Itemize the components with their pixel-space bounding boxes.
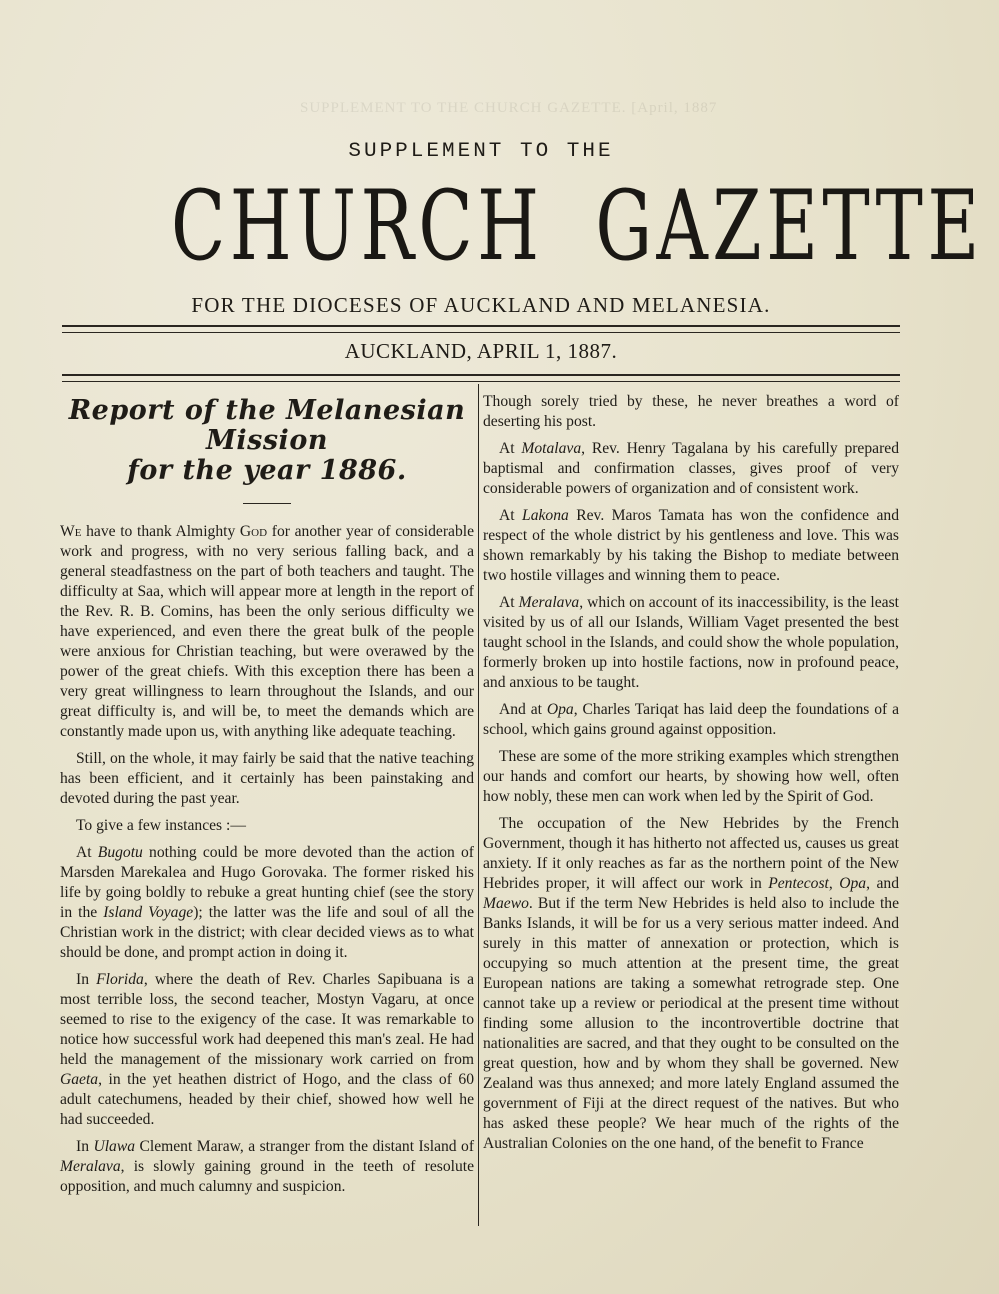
left-column: [60, 392, 474, 1204]
paragraph: Though sorely tried by these, he never breathes a word of deserting his post.: [483, 393, 899, 430]
title-word-church: CHURCH: [170, 170, 544, 282]
title-word-gazette: GAZETTE: [595, 170, 984, 282]
paragraph: Still, on the whole, it may fairly be said that the native teaching has been efficient, and it certainly has been painstaking and devoted during the past year.: [60, 750, 474, 807]
title-rule: [243, 503, 291, 504]
bleed-through-text: SUPPLEMENT TO THE CHURCH GAZETTE. [April, 1887: [300, 100, 718, 116]
right-column: [483, 392, 899, 1161]
dateline: AUCKLAND, APRIL 1, 1887.: [344, 339, 618, 363]
paragraph: At Lakona Rev. Maros Tamata has won the confidence and respect of the whole district by his gentleness and love. This was shown remarkably by his taking the Bishop to mediate between two hostile villages and winning them to peace.: [483, 507, 899, 584]
supplement-label: SUPPLEMENT TO THE: [348, 140, 614, 163]
article-title: Report of the Melanesian Mission for the year 1886.: [68, 395, 466, 486]
masthead-rule-bottom: [62, 374, 900, 382]
subtitle: FOR THE DIOCESES OF AUCKLAND AND MELANESIA.: [191, 293, 771, 317]
paragraph: And at Opa, Charles Tariqat has laid deep the foundations of a school, which gains ground against opposition.: [483, 701, 900, 738]
paragraph: These are some of the more striking examples which strengthen our hands and comfort our hearts, by showing how well, often how nobly, these men can work when led by the Spirit of God.: [483, 748, 899, 805]
paragraph: At Meralava, which on account of its inaccessibility, is the least visited by us of all our Islands, William Vaget presented the best taught school in the Islands, and could show the whole population, formerly broken up into hostile factions, now in profound peace, and anxious to be taught.: [483, 594, 899, 691]
newspaper-title: [170, 170, 984, 282]
paragraph: At Motalava, Rev. Henry Tagalana by his carefully prepared baptismal and confirmation classes, gives proof of very considerable powers of organization and of consistent work.: [483, 440, 899, 497]
paragraph: In Florida, where the death of Rev. Charles Sapibuana is a most terrible loss, the second teacher, Mostyn Vagaru, at once seemed to rise to the exigency of the case. It was remarkable to notice how successful work had deepened this man's zeal. He had held the management of the missionary work carried on from Gaeta, in the yet heathen district of Hogo, and the class of 60 adult catechumens, headed by their chief, showed how well he had succeeded.: [60, 971, 474, 1128]
masthead: [62, 140, 984, 318]
column-divider: [478, 384, 479, 1226]
paragraph: In Ulawa Clement Maraw, a stranger from the distant Island of Meralava, is slowly gaining ground in the teeth of resolute opposition, and much calumny and suspicion.: [60, 1138, 475, 1195]
paragraph: At Bugotu nothing could be more devoted than the action of Marsden Marekalea and Hugo Gorovaka. The former risked his life by going boldly to rebuke a great hunting chief (see the story in the Island Voyage); the latter was the life and soul of all the Christian work in the district; with clear decided views as to what should be done, and prompt action in doing it.: [60, 844, 474, 961]
paragraph: We have to thank Almighty God for another year of considerable work and progress, with no very serious falling back, and a general steadfastness on the part of both teachers and taught. The difficulty at Saa, which will appear more at length in the report of the Rev. R. B. Comins, has been the only serious difficulty we have experienced, and even there the great bulk of the people were anxious for Christian teaching, but were overawed by the power of the great chiefs. With this exception there has been a very great willingness to learn throughout the Islands, and our great difficulty is, and will be, to meet the demands which are constantly made upon us, with anything like adequate teaching.: [60, 523, 474, 740]
paragraph: The occupation of the New Hebrides by the French Government, though it has hitherto not affected us, causes us great anxiety. If it only reaches as far as the northern point of the New Hebrides proper, it will affect our work in Pentecost, Opa, and Maewo. But if the term New Hebrides is held also to include the Banks Islands, it will be for us a very serious matter indeed. And surely in this matter of annexation or protection, which is occupying so much attention at the present time, the great European nations are taking a somewhat retrograde step. One cannot take up a review or periodical at the present time without finding some allusion to the incontrovertible doctrine that nationalities are sacred, and that they ought to be consulted on the great question, how and by whom they shall be governed. New Zealand was thus annexed; and more lately England assumed the government of Fiji at the direct request of the natives. But who has asked these people? We hear much of the rights of the Australian Colonies on the one hand, of the benefit to France: [483, 815, 900, 1152]
masthead-rule-top: [62, 325, 900, 333]
paragraph: To give a few instances :—: [76, 817, 246, 834]
